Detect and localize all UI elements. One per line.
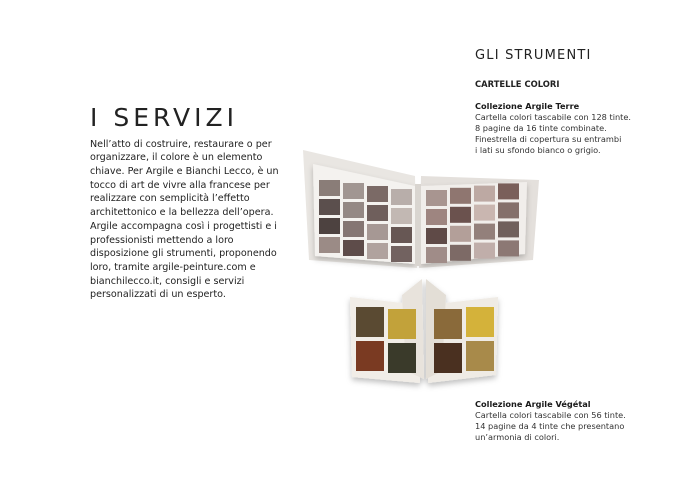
page-title: I SERVIZI <box>90 102 238 132</box>
color-swatch <box>343 221 364 237</box>
color-swatch <box>343 202 364 218</box>
color-swatch <box>450 207 471 223</box>
color-swatch <box>426 209 447 225</box>
color-swatch <box>426 228 447 244</box>
color-swatch <box>367 186 388 202</box>
collection-vegetal-line: Cartella colori tascabile con 56 tinte. <box>475 410 626 420</box>
services-intro: Nell’atto di costruire, restaurare o per organizzare, il colore è un elemento chiave. Per Argile e Bianchi Lecco, è un tocco di art de vivre alla francese per realizzare con semplicità l’effetto architettonico e la bellezza dell’opera. Argile accompagna così i progettisti e i professionisti mettendo a loro disposizione gli strumenti, proponendo loro, tramite argile-peinture.com e bianchilecco.it, consigli e servizi personalizzati di un esperto. <box>90 138 279 301</box>
color-swatch <box>319 218 340 234</box>
color-swatch <box>367 243 388 259</box>
color-swatch <box>391 208 412 224</box>
color-swatch <box>319 237 340 253</box>
color-swatch <box>434 309 462 339</box>
color-swatch <box>388 343 416 373</box>
color-swatch <box>498 183 519 199</box>
terre-spine <box>415 184 421 266</box>
tools-heading: GLI STRUMENTI <box>475 48 592 63</box>
collection-vegetal-line: un’armonia di colori. <box>475 432 560 442</box>
collection-vegetal <box>475 399 665 443</box>
terre-color-fan-image <box>295 140 545 275</box>
color-swatch <box>356 307 384 337</box>
color-swatch <box>434 343 462 373</box>
color-swatch <box>474 205 495 221</box>
color-swatch <box>391 227 412 243</box>
collection-vegetal-title: Collezione Argile Végétal <box>475 399 591 409</box>
color-swatch <box>343 240 364 256</box>
collection-terre-title: Collezione Argile Terre <box>475 101 580 111</box>
color-swatch <box>426 190 447 206</box>
collection-vegetal-line: 14 pagine da 4 tinte che presentano <box>475 421 625 431</box>
collection-terre-line: Finestrella di copertura su entrambi <box>475 134 622 144</box>
collection-terre-line: 8 pagine da 16 tinte combinate. <box>475 123 607 133</box>
color-swatch <box>426 247 447 263</box>
color-swatch <box>367 224 388 240</box>
color-swatch <box>498 240 519 256</box>
color-swatch <box>474 224 495 240</box>
color-swatch <box>356 341 384 371</box>
color-swatch <box>474 186 495 202</box>
color-swatch <box>319 199 340 215</box>
color-swatch <box>343 183 364 199</box>
color-swatch <box>319 180 340 196</box>
color-swatch <box>450 245 471 261</box>
color-swatch <box>466 341 494 371</box>
vegetal-color-fan-image <box>340 275 510 395</box>
color-swatch <box>474 243 495 259</box>
color-swatch <box>450 226 471 242</box>
color-swatch <box>391 189 412 205</box>
color-swatch <box>498 221 519 237</box>
tools-subheading: CARTELLE COLORI <box>475 79 560 89</box>
color-swatch <box>498 202 519 218</box>
collection-terre-line: i lati su sfondo bianco o grigio. <box>475 145 601 155</box>
color-swatch <box>367 205 388 221</box>
collection-terre-line: Cartella colori tascabile con 128 tinte. <box>475 112 632 122</box>
color-swatch <box>466 307 494 337</box>
color-swatch <box>388 309 416 339</box>
color-swatch <box>391 246 412 262</box>
color-swatch <box>450 188 471 204</box>
